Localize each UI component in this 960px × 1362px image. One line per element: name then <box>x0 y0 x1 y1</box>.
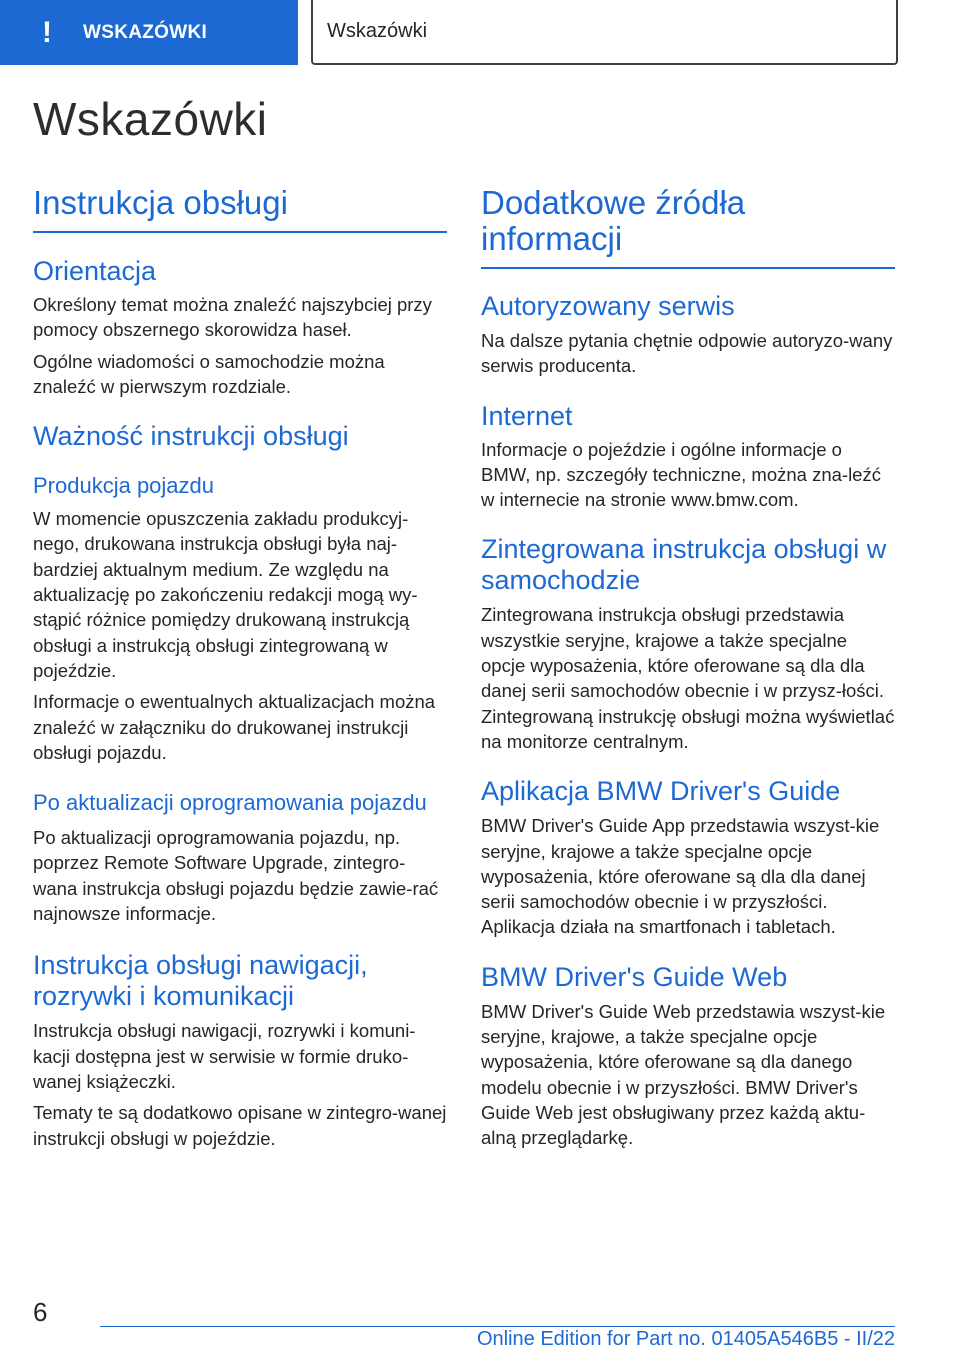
heading-web: BMW Driver's Guide Web <box>481 961 788 992</box>
heading-aktualizacja: Po aktualizacji oprogramowania pojazdu <box>33 790 427 816</box>
nawigacja-paragraph-2: Tematy te są dodatkowo opisane w zintegro-wanej instrukcji obsługi w pojeździe. <box>33 1102 447 1149</box>
heading-zintegrowana: Zintegrowana instrukcja obsługi w samochodzie <box>481 534 887 596</box>
section-heading-instrukcja: Instrukcja obsługi <box>33 185 447 233</box>
aktualizacja-paragraph-1: Po aktualizacji oprogramowania pojazdu, np. poprzez Remote Software Upgrade, zintegro-wana instrukcja obsługi pojazdu będzie zawie-rać najnowsze informacje. <box>33 827 439 925</box>
serwis-paragraph-1: Na dalsze pytania chętnie odpowie autoryzo-wany serwis producenta. <box>481 330 893 377</box>
heading-aplikacja: Aplikacja BMW Driver's Guide <box>481 776 841 807</box>
aplikacja-paragraph-1: BMW Driver's Guide App przedstawia wszyst-kie seryjne, krajowe a także specjalne opcje wyposażenia, które oferowane są dla dla danej serii samochodów obecnie i w przyszłości. Aplikacja działa na smartfonach i tabletach. <box>481 815 880 938</box>
heading-waznosc: Ważność instrukcji obsługi <box>33 421 349 452</box>
chapter-tab-label: WSKAZÓWKI <box>83 21 208 43</box>
page-title: Wskazówki <box>33 93 268 145</box>
heading-serwis: Autoryzowany serwis <box>481 291 735 321</box>
orientacja-paragraph-2: Ogólne wiadomości o samochodzie można znaleźć w pierwszym rozdziale. <box>33 350 385 397</box>
section-heading-dodatkowe: Dodatkowe źródła informacji <box>481 185 895 269</box>
section-header-label: Wskazówki <box>327 20 428 42</box>
heading-nawigacja: Instrukcja obsługi nawigacji, rozrywki i komunikacji <box>33 950 368 1012</box>
footer-edition: Online Edition for Part no. 01405A546B5 - II/22 <box>476 1328 895 1350</box>
zintegrowana-paragraph-1: Zintegrowana instrukcja obsługi przedstawia wszystkie seryjne, krajowe a także specjalne opcje wyposażenia, które oferowane są dla dla danej serii samochodów obecnie i w przysz-łości. Zintegrowaną instrukcję obsługi można wyświetlać na monitorze centralnym. <box>481 604 895 752</box>
right-column <box>481 185 895 1151</box>
exclamation-icon: ! <box>42 15 52 49</box>
heading-internet: Internet <box>481 400 573 431</box>
heading-orientacja: Orientacja <box>33 256 157 286</box>
produkcja-paragraph-1: W momencie opuszczenia zakładu produkcyj-nego, drukowana instrukcja obsługi była naj-bardziej aktualnym medium. Ze względu na aktualizację po zakończeniu redakcji mogą wy-stąpić różnice pomiędzy drukowaną instrukcją obsługi a instrukcją obsługi zintegrowaną w pojeździe. <box>33 508 418 681</box>
section-header-box <box>311 0 898 65</box>
page-number: 6 <box>33 1297 48 1327</box>
nawigacja-paragraph-1: Instrukcja obsługi nawigacji, rozrywki i komuni-kacji dostępna jest w serwisie w formie druko-wanej książeczki. <box>33 1020 416 1092</box>
produkcja-paragraph-2: Informacje o ewentualnych aktualizacjach można znaleźć w załączniku do drukowanej instrukcji obsługi pojazdu. <box>33 691 436 763</box>
orientacja-paragraph-1: Określony temat można znaleźć najszybciej przy pomocy obszernego skorowidza haseł. <box>33 294 432 341</box>
internet-paragraph-1: Informacje o pojeździe i ogólne informacje o BMW, np. szczegóły techniczne, można zna-leźć w internecie na stronie www.bmw.com. <box>481 438 881 511</box>
left-column <box>33 185 447 1151</box>
heading-produkcja: Produkcja pojazdu <box>33 473 215 499</box>
web-paragraph-1: BMW Driver's Guide Web przedstawia wszyst-kie seryjne, krajowe, a także specjalne opcje wyposażenia, które oferowane są dla danego modelu obecnie i w przyszłości. BMW Driver's Guide Web jest obsługiwany przez każdą aktu-alną przeglądarkę. <box>481 1000 886 1149</box>
chapter-tab <box>0 0 298 65</box>
footer-divider <box>100 1326 895 1327</box>
